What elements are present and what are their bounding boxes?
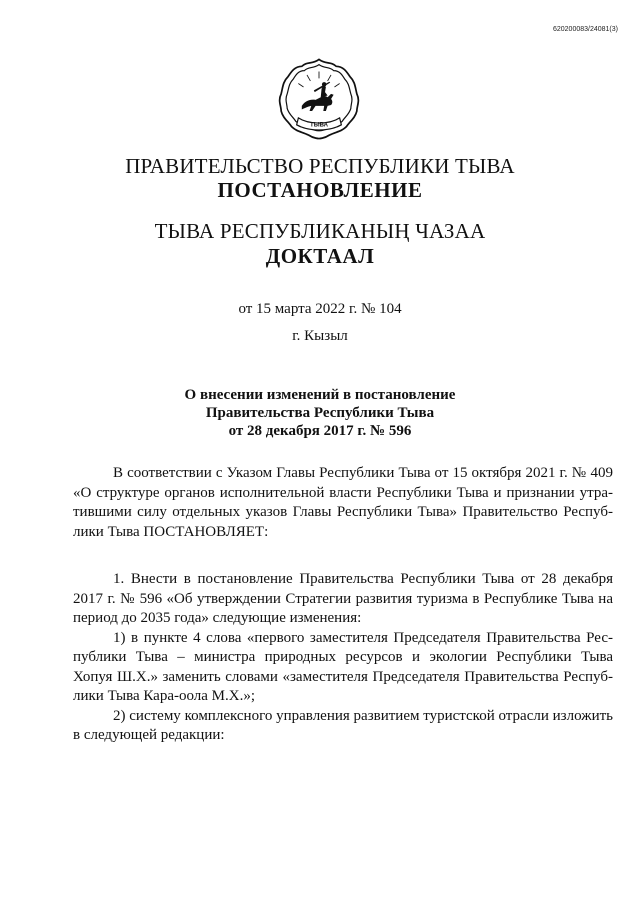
text-line: 1) в пункте 4 слова «первого заместителя Председателя Правительства Рес- [113, 629, 613, 646]
document-city: г. Кызыл [292, 328, 348, 344]
text-line: публики Тыва – министра природных ресурсов и экологии Республики Тыва [73, 649, 613, 665]
text-line: тившими силу отдельных указов Главы Республики Тыва» Правительство Респуб- [73, 504, 613, 520]
text-line: «О структуре органов исполнительной власти Республики Тыва и признании утра- [73, 484, 613, 501]
document-type-tyv: ДОКТААЛ [265, 244, 375, 268]
text-line: лики Тыва ПОСТАНОВЛЯЕТ: [73, 523, 269, 540]
text-line: 2017 г. № 596 «Об утверждении Стратегии развития туризма в Республике Тыва на [73, 590, 613, 607]
text-line: В соответствии с Указом Главы Республики Тыва от 15 октября 2021 г. № 409 [113, 465, 613, 481]
emblem-ribbon-text: ТЫВА [310, 122, 328, 129]
text-line: Хопуя Ш.Х.» заменить словами «заместителя Председателя Правительства Респуб- [73, 668, 613, 685]
document-date-number: от 15 марта 2022 г. № 104 [238, 301, 402, 317]
government-title-ru: ПРАВИТЕЛЬСТВО РЕСПУБЛИКИ ТЫВА [125, 154, 515, 178]
text-line: в следующей редакции: [73, 727, 225, 743]
tuva-coat-of-arms-icon [276, 56, 362, 142]
document-code: 620200083/24081(3) [552, 26, 618, 33]
preamble-paragraph [73, 464, 613, 542]
text-line: лики Тыва Кара-оола М.Х.»; [73, 688, 256, 704]
document-title-line: О внесении изменений в постановление [184, 387, 456, 403]
document-title-line: Правительства Республики Тыва [205, 405, 435, 421]
document-type-ru: ПОСТАНОВЛЕНИЕ [217, 178, 423, 202]
government-title-tyv: ТЫВА РЕСПУБЛИКАНЫҢ ЧАЗАА [154, 219, 486, 243]
text-line: 1. Внести в постановление Правительства Республики Тыва от 28 декабря [113, 571, 613, 587]
text-line: 2) систему комплексного управления развитием туристской отрасли изложить [113, 707, 613, 724]
document-title-line: от 28 декабря 2017 г. № 596 [228, 423, 412, 439]
text-line: период до 2035 года» следующие изменения: [73, 610, 362, 626]
document-title [150, 386, 490, 440]
item-1-paragraph [73, 570, 613, 746]
